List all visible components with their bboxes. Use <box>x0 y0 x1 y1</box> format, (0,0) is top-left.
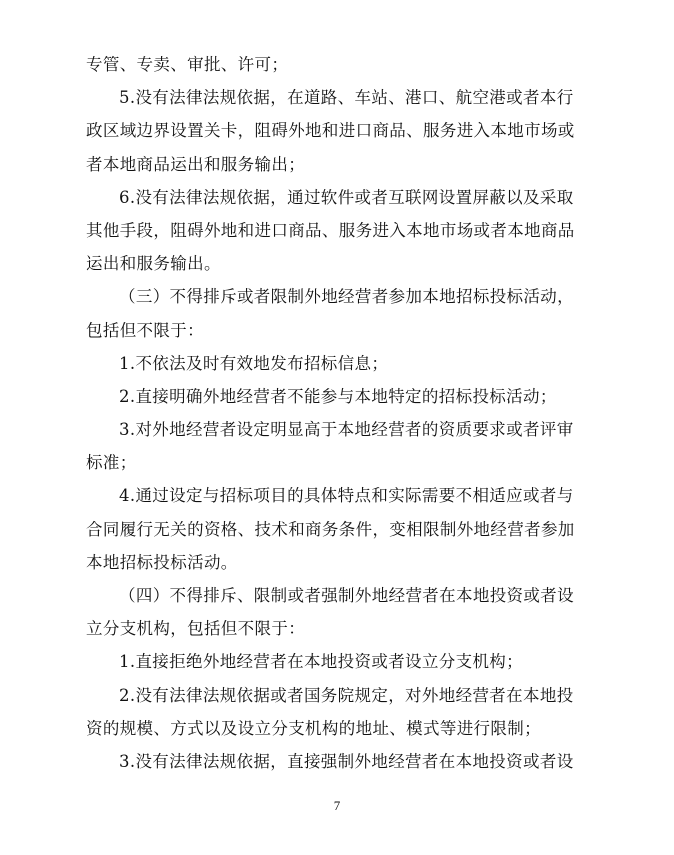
text-line: 立分支机构，包括但不限于： <box>86 619 306 639</box>
text-line: 6.没有法律法规依据，通过软件或者互联网设置屏蔽以及采取 <box>119 187 574 207</box>
section-heading: （四）不得排斥、限制或者强制外地经营者在本地投资或者设 <box>119 586 574 605</box>
text-line: 3.对外地经营者设定明显高于本地经营者的资质要求或者评审 <box>119 420 574 440</box>
text-line: 2.直接明确外地经营者不能参与本地特定的招标投标活动； <box>119 386 557 406</box>
text-line: 包括但不限于： <box>86 320 204 340</box>
text-line: 5.没有法律法规依据，在道路、车站、港口、航空港或者本行 <box>119 88 574 108</box>
text-line: 专管、专卖、审批、许可； <box>86 55 289 74</box>
text-line: 本地招标投标活动。 <box>86 552 238 572</box>
page-number: 7 <box>333 798 341 813</box>
text-line: 3.没有法律法规依据，直接强制外地经营者在本地投资或者设 <box>119 751 574 771</box>
text-line: 2.没有法律法规依据或者国务院规定，对外地经营者在本地投 <box>119 685 574 705</box>
text-line: 合同履行无关的资格、技术和商务条件，变相限制外地经营者参加 <box>86 519 575 539</box>
section-heading: （三）不得排斥或者限制外地经营者参加本地招标投标活动， <box>119 287 574 307</box>
text-line: 4.通过设定与招标项目的具体特点和实际需要不相适应或者与 <box>119 486 574 506</box>
text-line: 其他手段，阻碍外地和进口商品、服务进入本地市场或者本地商品 <box>86 220 575 240</box>
document-body <box>86 48 586 778</box>
text-line: 运出和服务输出。 <box>86 254 221 274</box>
text-line: 资的规模、方式以及设立分支机构的地址、模式等进行限制； <box>86 718 541 738</box>
text-line: 1.直接拒绝外地经营者在本地投资或者设立分支机构； <box>119 652 523 672</box>
text-line: 政区域边界设置关卡，阻碍外地和进口商品、服务进入本地市场或 <box>86 121 575 141</box>
text-line: 标准； <box>86 453 137 473</box>
text-line: 者本地商品运出和服务输出； <box>86 154 306 174</box>
text-line: 1.不依法及时有效地发布招标信息； <box>119 353 389 373</box>
